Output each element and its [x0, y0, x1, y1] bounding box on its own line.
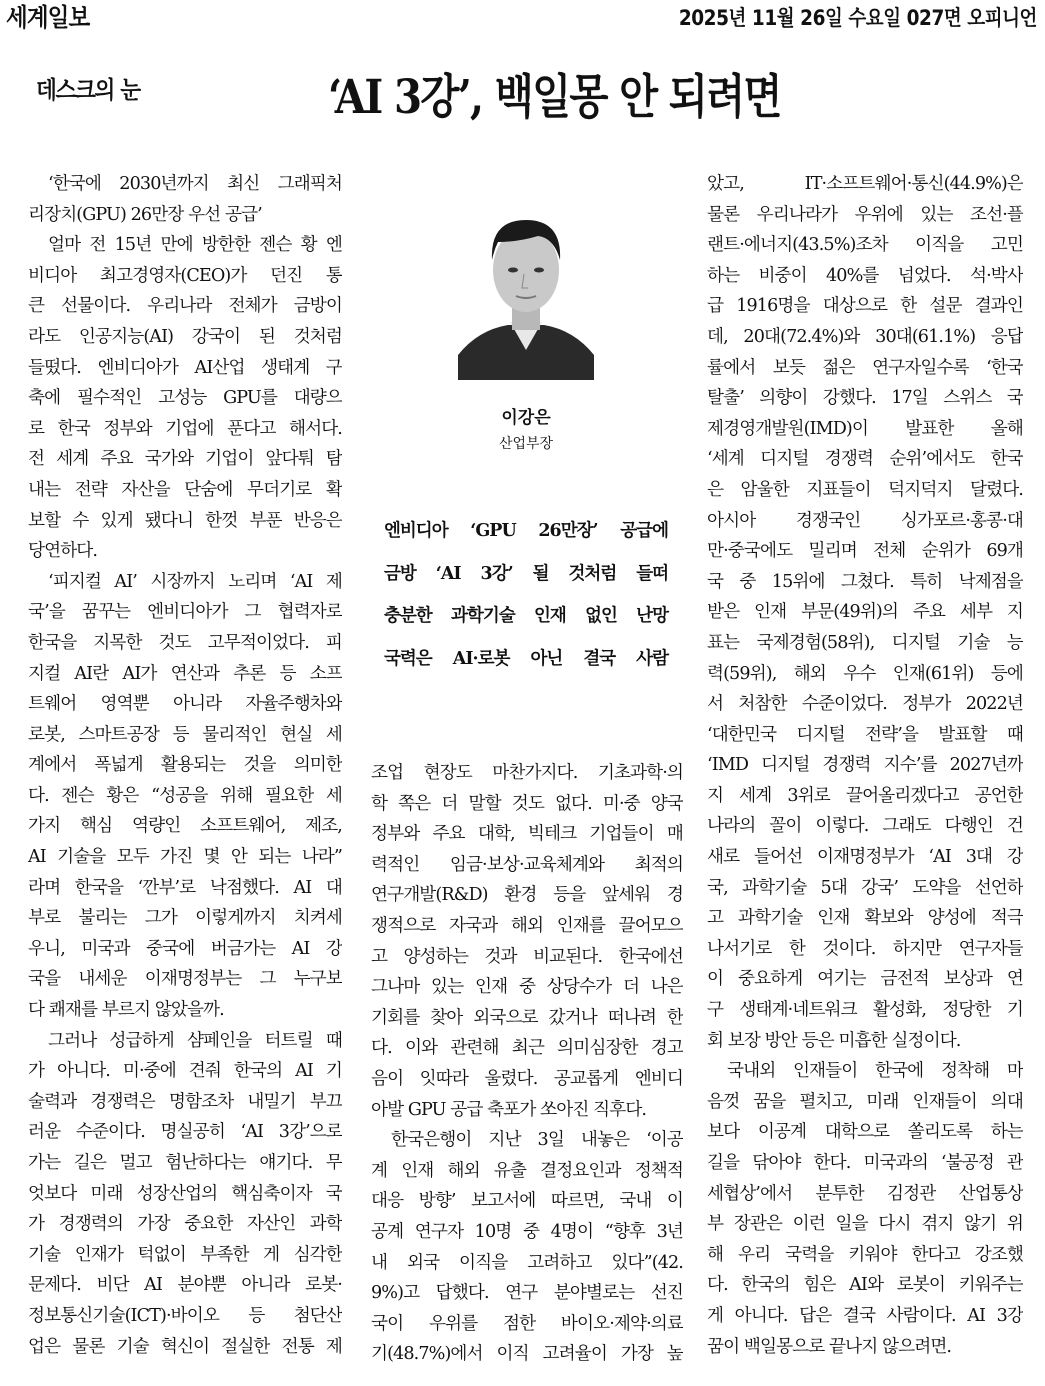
article-text-line: 기(48.7%)에서 이직 고려율이 가장 높: [371, 1344, 683, 1365]
article-text-line: 보할 수 있게 됐다니 한껏 부푼 반응은: [28, 510, 342, 531]
article-text-line: 러운 수준이다. 명실공히 ‘AI 3강’으로: [28, 1122, 342, 1143]
article-text-line: 구 생태계·네트워크 활성화, 정당한 기: [707, 1000, 1023, 1021]
article-text-line: 새로 들어선 이재명정부가 ‘AI 3대 강: [707, 847, 1023, 868]
article-text-line: 표는 국제경험(58위), 디지털 기술 능: [707, 632, 1023, 653]
article-text-line: 부 장관은 이런 일을 다시 겪지 않기 위: [707, 1214, 1023, 1235]
article-text-line: 트웨어 영역뿐 아니라 자율주행차와: [28, 694, 342, 715]
article-text-line: 률에서 보듯 젊은 연구자일수록 ‘한국: [707, 357, 1023, 378]
article-text-line: AI 기술을 모두 가진 몇 안 되는 나라”: [28, 847, 342, 868]
article-text-line: 받은 인재 부문(49위)의 주요 세부 지: [707, 602, 1023, 623]
article-text-line: 큰 선물이다. 우리나라 전체가 금방이: [28, 296, 342, 317]
article-text-line: ‘대한민국 디지털 전략’을 발표할 때: [707, 724, 1023, 745]
article-text-line: 쟁적으로 자국과 해외 인재를 끌어모으: [371, 915, 683, 936]
article-text-line: 아시아 경쟁국인 싱가포르·홍콩·대: [707, 510, 1023, 531]
article-text-line: 공계 연구자 10명 중 4명이 “향후 3년: [371, 1221, 683, 1242]
article-text-line: 업은 물론 기술 혁신이 절실한 전통 제: [28, 1336, 342, 1357]
article-column-2: [371, 758, 683, 1370]
article-column-3: [707, 169, 1023, 1362]
article-text-line: 계 인재 해외 유출 결정요인과 정책적: [371, 1160, 683, 1181]
article-column-1: [28, 169, 342, 1362]
article-text-line: 가지 핵심 역량인 소프트웨어, 제조,: [28, 816, 342, 837]
author-photo: [458, 190, 594, 380]
article-text-line: 세협상’에서 분투한 김정관 산업통상: [707, 1183, 1023, 1204]
article-text-line: 가 경쟁력의 가장 중요한 자산인 과학: [28, 1214, 342, 1235]
article-text-line: 당연하다.: [28, 541, 98, 562]
article-text-line: 데, 20대(72.4%)와 30대(61.1%) 응답: [707, 326, 1023, 347]
article-text-line: 국내외 인재들이 한국에 정착해 마: [727, 1061, 1023, 1082]
article-text-line: 술력과 경쟁력은 명함조차 내밀기 부끄: [28, 1091, 342, 1112]
article-text-line: 계에서 폭넓게 활용되는 것을 의미한: [28, 755, 342, 776]
article-text-line: ‘피지컬 AI’ 시장까지 노리며 ‘AI 제: [48, 571, 342, 592]
article-text-line: 우니, 미국과 중국에 버금가는 AI 강: [28, 938, 342, 959]
article-text-line: 력(59위), 해외 우수 인재(61위) 등에: [707, 663, 1023, 684]
article-text-line: 고 양성하는 것과 비교된다. 한국에선: [371, 946, 683, 967]
pull-quote-line: 국력은 AI·로봇 아닌 결국 사람: [384, 648, 668, 669]
article-text-line: 다. 젠슨 황은 “성공을 위해 필요한 세: [28, 785, 342, 806]
article-text-line: 연구개발(R&D) 환경 등을 앞세워 경: [371, 885, 683, 906]
article-text-line: 얼마 전 15년 만에 방한한 젠슨 황 엔: [48, 235, 342, 256]
article-text-line: 았고, IT·소프트웨어·통신(44.9%)은: [707, 174, 1023, 194]
article-text-line: 부로 불리는 그가 이렇게까지 치켜세: [28, 908, 342, 929]
pull-quote-line: 엔비디아 ‘GPU 26만장’ 공급에: [384, 521, 668, 541]
article-text-line: ‘IMD 디지털 경쟁력 지수’를 2027년까: [707, 755, 1023, 776]
article-text-line: 랜트·에너지(43.5%)조차 이직을 고민: [707, 235, 1023, 256]
article-text-line: 나라의 꼴이 이렇다. 그래도 다행인 건: [707, 816, 1023, 837]
article-text-line: 그러나 성급하게 샴페인을 터트릴 때: [48, 1030, 342, 1051]
article-text-line: 국 중 15위에 그쳤다. 특히 낙제점을: [707, 571, 1023, 592]
article-text-line: 국을 내세운 이재명정부는 그 누구보: [28, 969, 342, 990]
article-text-line: 내 외국 이직을 고려하고 있다”(42.: [371, 1252, 683, 1273]
article-text-line: 지컬 AI란 AI가 연산과 추론 등 소프: [28, 663, 342, 684]
article-text-line: 그나마 있는 인재 중 상당수가 더 나은: [371, 977, 683, 998]
article-text-line: 급 1916명을 대상으로 한 설문 결과인: [707, 296, 1023, 317]
article-text-line: 기술 인재가 턱없이 부족한 게 심각한: [28, 1244, 342, 1265]
article-text-line: 대응 방향’ 보고서에 따르면, 국내 이: [371, 1191, 683, 1212]
article-text-line: 다 쾌재를 부르지 않았을까.: [28, 1000, 224, 1021]
article-text-line: 다. 이와 관련해 최근 의미심장한 경고: [371, 1038, 683, 1059]
article-text-line: 정부와 주요 대학, 빅테크 기업들이 매: [371, 824, 683, 845]
headline: ‘AI 3강’, 백일몽 안 되려면: [328, 70, 781, 125]
article-text-line: 리장치(GPU) 26만장 우선 공급’: [28, 204, 262, 225]
article-text-line: 탈출’ 의향이 강했다. 17일 스위스 국: [707, 388, 1023, 409]
article-text-line: 서 처참한 수준이었다. 정부가 2022년: [707, 694, 1023, 715]
article-text-line: 로 한국 정부와 기업에 푼다고 해서다.: [28, 418, 342, 439]
article-text-line: 엇보다 미래 성장산업의 핵심축이자 국: [28, 1183, 342, 1204]
article-text-line: 가 아니다. 미·중에 견줘 한국의 AI 기: [28, 1061, 342, 1082]
article-text-line: 라도 인공지능(AI) 강국이 된 것처럼: [28, 326, 342, 347]
article-text-line: 제경영개발원(IMD)이 발표한 올해: [707, 418, 1023, 439]
article-text-line: 가는 길은 멀고 험난하다는 얘기다. 무: [28, 1153, 342, 1173]
article-text-line: 보다 이공계 대학으로 쏠리도록 하는: [707, 1122, 1023, 1143]
article-text-line: 한국을 지목한 것도 고무적이었다. 피: [28, 632, 342, 653]
article-text-line: ‘한국에 2030년까지 최신 그래픽처: [48, 174, 342, 194]
dateline: 2025년 11월 26일 수요일 027면 오피니언: [678, 6, 1037, 30]
article-text-line: 해 우리 국력을 키워야 한다고 강조했: [707, 1244, 1023, 1265]
article-text-line: 들떴다. 엔비디아가 AI산업 생태계 구: [28, 357, 342, 378]
newspaper-name: 세계일보: [6, 3, 90, 32]
article-text-line: 음껏 꿈을 펼치고, 미래 인재들이 의대: [707, 1091, 1023, 1112]
author-name: 이강은: [501, 408, 551, 428]
article-text-line: 국이 우위를 점한 바이오·제약·의료: [371, 1313, 683, 1334]
author-department: 산업부장: [498, 436, 554, 452]
article-text-line: 나서기로 한 것이다. 하지만 연구자들: [707, 938, 1023, 959]
article-text-line: 다. 한국의 힘은 AI와 로봇이 키워주는: [707, 1275, 1023, 1296]
article-text-line: 이 중요하게 여기는 금전적 보상과 연: [707, 969, 1023, 990]
article-text-line: 로봇, 스마트공장 등 물리적인 현실 세: [28, 724, 342, 745]
article-text-line: 게 아니다. 답은 결국 사람이다. AI 3강: [707, 1305, 1023, 1326]
article-text-line: 9%)고 답했다. 연구 분야별로는 선진: [371, 1283, 683, 1304]
article-text-line: 은 암울한 지표들이 덕지덕지 달렸다.: [707, 479, 1023, 500]
article-text-line: 학 쪽은 더 말할 것도 없다. 미·중 양국: [371, 793, 683, 814]
article-text-line: 고 과학기술 인재 확보와 양성에 적극: [707, 908, 1023, 929]
article-text-line: 아발 GPU 공급 축포가 쏘아진 직후다.: [371, 1099, 647, 1120]
pull-quote: [384, 510, 668, 680]
pull-quote-line: 금방 ‘AI 3강’ 될 것처럼 들떠: [384, 563, 668, 584]
article-text-line: 내는 전략 자산을 단숨에 무더기로 확: [28, 479, 342, 500]
article-text-line: 꿈이 백일몽으로 끝나지 않으려면.: [707, 1336, 952, 1357]
article-text-line: 음이 잇따라 울렸다. 공교롭게 엔비디: [371, 1068, 683, 1089]
article-text-line: 국’을 꿈꾸는 엔비디아가 그 협력자로: [28, 602, 342, 623]
article-text-line: 기회를 찾아 외국으로 갔거나 떠나려 한: [371, 1007, 683, 1028]
article-text-line: ‘세계 디지털 경쟁력 순위’에서도 한국: [707, 449, 1023, 470]
article-text-line: 정보통신기술(ICT)·바이오 등 첨단산: [28, 1305, 342, 1326]
article-text-line: 축에 필수적인 고성능 GPU를 대량으: [28, 388, 342, 409]
article-text-line: 물론 우리나라가 우위에 있는 조선·플: [707, 204, 1023, 225]
article-text-line: 비디아 최고경영자(CEO)가 던진 통: [28, 265, 342, 286]
article-text-line: 만·중국에도 밀리며 전체 순위가 69개: [707, 541, 1023, 562]
pull-quote-line: 충분한 과학기술 인재 없인 난망: [384, 606, 668, 627]
article-text-line: 력적인 임금·보상·교육체계와 최적의: [371, 854, 683, 875]
article-text-line: 길을 닦아야 한다. 미국과의 ‘불공정 관: [707, 1153, 1023, 1173]
article-text-line: 지 세계 3위로 끌어올리겠다고 공언한: [707, 785, 1023, 806]
article-text-line: 전 세계 주요 국가와 기업이 앞다퉈 탐: [28, 449, 342, 470]
article-text-line: 한국은행이 지난 3일 내놓은 ‘이공: [391, 1130, 683, 1151]
article-text-line: 문제다. 비단 AI 분야뿐 아니라 로봇·: [28, 1275, 342, 1296]
article-text-line: 하는 비중이 40%를 넘었다. 석·박사: [707, 265, 1023, 286]
article-text-line: 회 보장 방안 등은 미흡한 실정이다.: [707, 1030, 961, 1051]
article-text-line: 조업 현장도 마찬가지다. 기초과학·의: [371, 763, 683, 783]
article-text-line: 라며 한국을 ‘깐부’로 낙점했다. AI 대: [28, 877, 342, 898]
column-label: 데스크의 눈: [36, 76, 140, 104]
article-text-line: 국, 과학기술 5대 강국’ 도약을 선언하: [707, 877, 1023, 898]
